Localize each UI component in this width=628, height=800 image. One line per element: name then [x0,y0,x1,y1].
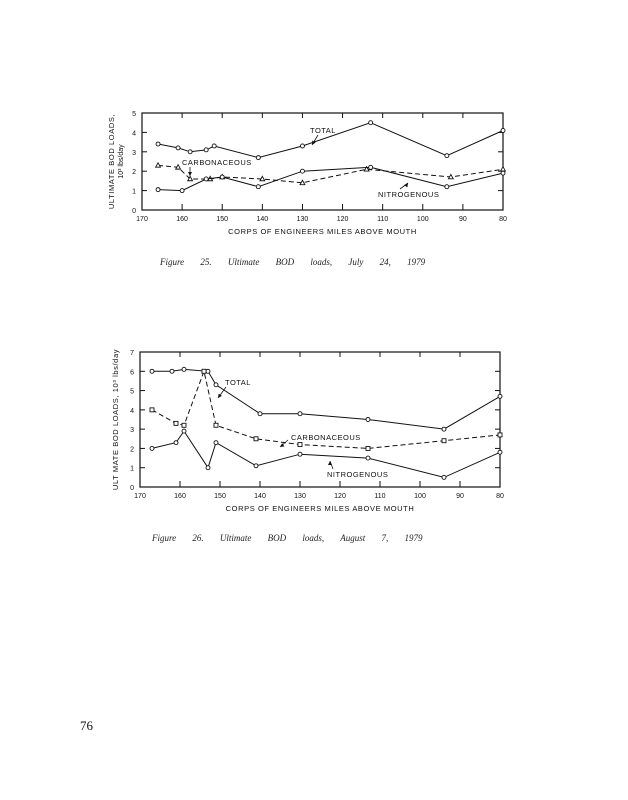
y-tick-label: 5 [132,111,136,118]
data-point-nitrogenous [150,446,154,450]
series-line-total [152,369,500,429]
data-point-total [258,412,262,416]
x-tick-label: 130 [294,493,306,500]
y-tick-label: 1 [132,188,136,196]
series-label-total: TOTAL [225,378,251,387]
x-tick-label: 160 [174,493,186,500]
data-point-total [188,150,192,154]
data-point-carbonaceous [498,433,502,437]
series-label-carbonaceous: CARBONACEOUS [291,433,361,442]
y-tick-label: 0 [130,485,134,492]
x-tick-label: 80 [496,493,504,500]
data-point-total [498,394,502,398]
series-label-nitrogenous: NITROGENOUS [327,470,389,479]
y-tick-label: 3 [130,427,134,435]
series-label-arrow [188,172,192,176]
chart-figure-26 [0,340,628,525]
x-axis-label: CORPS OF ENGINEERS MILES ABOVE MOUTH [225,504,415,513]
data-point-nitrogenous [501,171,505,175]
y-tick-label: 3 [132,149,136,157]
data-point-total [369,121,373,125]
data-point-nitrogenous [300,169,304,173]
data-point-total [300,144,304,148]
series-label-total: TOTAL [310,126,336,135]
y-tick-label: 2 [130,446,134,454]
x-tick-label: 140 [256,216,269,223]
data-point-nitrogenous [220,175,224,179]
data-point-carbonaceous [298,443,302,447]
x-tick-label: 160 [176,216,188,223]
x-tick-label: 170 [134,493,146,500]
data-point-carbonaceous [150,408,154,412]
y-tick-label: 0 [132,208,136,215]
x-tick-label: 90 [458,216,467,223]
x-tick-label: 120 [334,493,346,500]
data-point-nitrogenous [156,188,160,192]
data-point-nitrogenous [498,450,502,454]
data-point-total [156,142,160,146]
figure-25-caption: Figure 25. Ultimate BOD loads, July 24, 1979 [160,257,426,267]
y-tick-label: 4 [132,130,136,138]
x-tick-label: 110 [377,216,389,223]
data-point-total [204,148,208,152]
data-point-nitrogenous [204,177,208,181]
series-label-arrow [404,182,410,188]
data-point-carbonaceous [501,167,506,171]
data-point-nitrogenous [180,189,184,193]
data-point-nitrogenous [366,456,370,460]
data-point-nitrogenous [254,464,258,468]
y-axis-label: ULTIMATE BOD LOADS, [107,113,116,210]
x-tick-label: 100 [416,216,429,223]
x-tick-label: 80 [499,216,507,223]
chart-figure-26-svg [0,340,628,525]
y-tick-label: 2 [132,169,136,177]
x-tick-label: 100 [414,493,426,500]
y-tick-label: 5 [130,388,134,396]
data-point-total [501,128,505,132]
plot-frame [140,352,500,487]
data-point-carbonaceous [156,163,161,167]
data-point-nitrogenous [369,165,373,169]
x-tick-label: 150 [214,493,226,500]
data-point-total [182,367,186,371]
y-tick-label: 6 [130,369,134,377]
data-point-nitrogenous [256,185,260,189]
y-tick-label: 7 [130,350,134,357]
x-tick-label: 150 [216,216,229,223]
data-point-total [298,412,302,416]
x-tick-label: 110 [374,493,386,500]
data-point-total [176,146,180,150]
data-point-carbonaceous [448,174,453,178]
x-tick-label: 120 [336,216,349,223]
chart-figure-25 [0,100,628,245]
data-point-carbonaceous [174,421,178,425]
data-point-total [445,154,449,158]
data-point-total [212,144,216,148]
x-axis-label: CORPS OF ENGINEERS MILES ABOVE MOUTH [228,227,417,236]
data-point-nitrogenous [298,452,302,456]
data-point-nitrogenous [442,475,446,479]
data-point-nitrogenous [206,466,210,470]
data-point-nitrogenous [214,441,218,445]
x-tick-label: 130 [296,216,309,223]
chart-figure-25-svg [0,100,628,245]
data-point-total [214,383,218,387]
page-number: 76 [80,718,93,733]
data-point-carbonaceous [202,369,206,373]
data-point-carbonaceous [442,439,446,443]
series-label-nitrogenous: NITROGENOUS [378,190,440,199]
data-point-carbonaceous [300,180,305,184]
x-tick-label: 90 [456,493,464,500]
y-tick-label: 4 [130,407,134,415]
data-point-carbonaceous [176,165,181,169]
x-tick-label: 140 [254,493,266,500]
data-point-total [150,369,154,373]
data-point-total [366,418,370,422]
figure-26-caption: Figure 26. Ultimate BOD loads, August 7, 1979 [152,533,423,543]
data-point-carbonaceous [366,446,370,450]
data-point-carbonaceous [214,423,218,427]
data-point-carbonaceous [182,423,186,427]
data-point-nitrogenous [445,185,449,189]
data-point-carbonaceous [260,176,265,180]
data-point-total [256,156,260,160]
y-tick-label: 1 [130,465,134,473]
data-point-total [442,427,446,431]
series-label-carbonaceous: CARBONACEOUS [182,158,252,167]
data-point-nitrogenous [174,441,178,445]
x-tick-label: 170 [136,216,148,223]
y-axis-label: ULT MATE BOD LOADS, 10³ lbs/day [111,348,120,491]
series-label-arrow [328,461,332,465]
y-axis-label-units: 10³ lbs/day [118,144,125,179]
data-point-total [170,369,174,373]
data-point-nitrogenous [182,429,186,433]
data-point-total [206,369,210,373]
data-point-carbonaceous [254,437,258,441]
